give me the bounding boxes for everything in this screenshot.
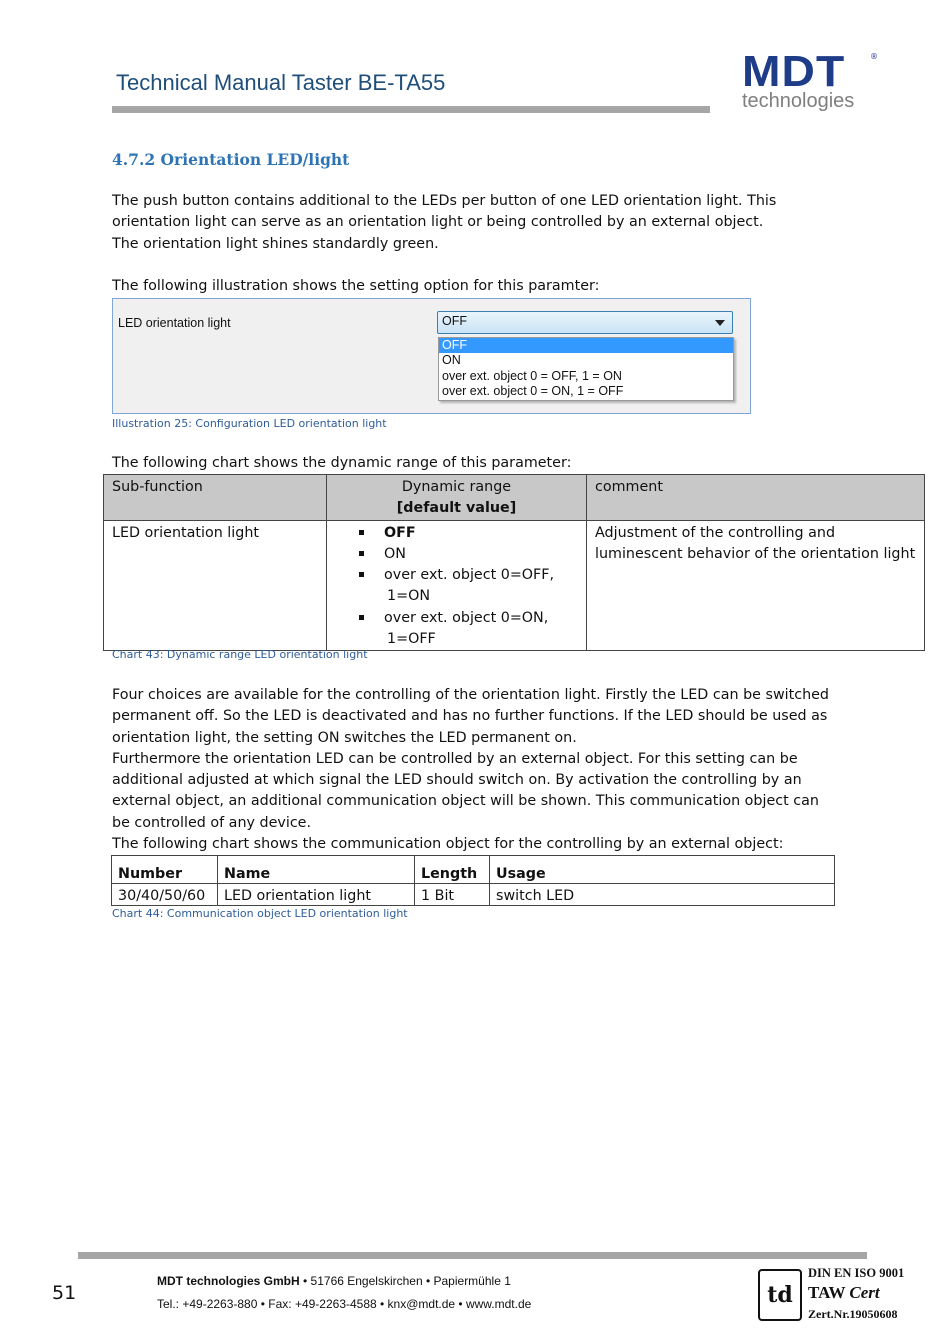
value-text: over ext. object 0=OFF, — [384, 567, 555, 584]
logo-subtitle: technologies — [742, 90, 855, 112]
text-line: orientation light, the setting ON switches the LED permanent on. — [112, 729, 577, 746]
page-number: 51 — [52, 1282, 77, 1304]
text-line: The orientation light shines standardly green. — [112, 235, 439, 252]
orientation-led-select[interactable] — [437, 311, 733, 334]
footer-rule — [78, 1252, 867, 1259]
text-line: external object, an additional communication object will be shown. This communication object can — [112, 793, 819, 810]
document-title: Technical Manual Taster BE-TA55 — [116, 70, 446, 95]
table1-caption: Chart 43: Dynamic range LED orientation light — [112, 648, 368, 661]
text-line: luminescent behavior of the orientation light — [595, 545, 916, 562]
dropdown-option[interactable]: over ext. object 0 = ON, 1 = OFF — [442, 384, 624, 398]
text-line: The push button contains additional to the LEDs per button of one LED orientation light. This — [112, 193, 777, 209]
list-item — [327, 523, 578, 544]
value-text: OFF — [384, 524, 416, 541]
cert-taw — [808, 1283, 880, 1303]
company-name: MDT technologies GmbH — [157, 1274, 300, 1288]
certification-badge — [758, 1266, 913, 1326]
cert-number: Zert.Nr.19050608 — [808, 1307, 898, 1321]
header-rule — [112, 106, 710, 113]
table-row — [112, 884, 835, 906]
address-text: • 51766 Engelskirchen • Papiermühle 1 — [303, 1274, 511, 1288]
section-heading: 4.7.2 Orientation LED/light — [112, 150, 350, 169]
text-line: be controlled of any device. — [112, 814, 312, 831]
explanation-paragraph — [112, 685, 829, 855]
header-default-value: [default value] — [396, 500, 517, 517]
cell-length: 1 Bit — [415, 884, 490, 906]
header-subfunction: Sub-function — [104, 475, 327, 521]
parameter-label: LED orientation light — [118, 316, 231, 330]
dropdown-option[interactable]: OFF — [439, 338, 733, 353]
header-number: Number — [112, 856, 218, 884]
value-text-cont: 1=OFF — [387, 631, 436, 648]
text-line: permanent off. So the LED is deactivated and has no further functions. If the LED should be used as — [112, 708, 828, 725]
value-text: over ext. object 0=ON, — [384, 609, 549, 626]
header-text: Dynamic range — [401, 479, 512, 495]
list-item — [327, 565, 578, 608]
taw-cert-icon: td — [758, 1269, 802, 1321]
header-name: Name — [218, 856, 415, 884]
intro-paragraph — [112, 191, 776, 255]
header-dynamic-range — [327, 475, 587, 521]
chevron-down-icon[interactable] — [715, 320, 725, 326]
table2-caption: Chart 44: Communication object LED orientation light — [112, 907, 408, 920]
cell-comment — [587, 520, 925, 651]
cert-taw-a: TAW — [808, 1283, 846, 1302]
mdt-logo — [742, 47, 882, 122]
table1-lead: The following chart shows the dynamic range of this parameter: — [112, 455, 572, 471]
value-text: ON — [384, 545, 406, 562]
cell-name: LED orientation light — [218, 884, 415, 906]
cell-usage: switch LED — [490, 884, 835, 906]
dynamic-range-table — [103, 474, 925, 651]
table-header-row — [112, 856, 835, 884]
header-length: Length — [415, 856, 490, 884]
cell-number: 30/40/50/60 — [112, 884, 218, 906]
illustration-lead: The following illustration shows the setting option for this paramter: — [112, 278, 600, 294]
cell-dynamic-range — [327, 520, 587, 651]
parameter-illustration — [112, 298, 751, 414]
dropdown-option[interactable]: over ext. object 0 = OFF, 1 = ON — [442, 369, 622, 383]
dropdown-list — [438, 337, 734, 401]
text-line: The following chart shows the communication object for the controlling by an external object: — [112, 836, 784, 853]
text-line: Adjustment of the controlling and — [595, 524, 836, 541]
footer-address — [157, 1274, 511, 1288]
footer-contact: Tel.: +49-2263-880 • Fax: +49-2263-4588 • knx@mdt.de • www.mdt.de — [157, 1297, 532, 1311]
text-line: additional adjusted at which signal the LED should switch on. By activation the controlling by an — [112, 772, 802, 789]
list-item — [327, 608, 578, 651]
value-text-cont: 1=ON — [387, 588, 431, 605]
logo-mark: MDT — [742, 47, 846, 96]
list-item — [327, 544, 578, 565]
illustration-caption: Illustration 25: Configuration LED orientation light — [112, 417, 387, 430]
cell-subfunction: LED orientation light — [104, 520, 327, 651]
header-usage: Usage — [490, 856, 835, 884]
dropdown-option[interactable]: ON — [442, 353, 461, 367]
table-row — [104, 520, 925, 651]
registered-mark: ® — [870, 52, 878, 61]
cert-iso: DIN EN ISO 9001 — [808, 1266, 905, 1280]
text-line: orientation light can serve as an orientation light or being controlled by an external object. — [112, 214, 764, 231]
text-line: Furthermore the orientation LED can be controlled by an external object. For this setting can be — [112, 750, 798, 767]
header-comment: comment — [587, 475, 925, 521]
communication-object-table — [111, 855, 835, 906]
select-value: OFF — [442, 314, 467, 328]
cert-taw-b: Cert — [849, 1283, 880, 1302]
text-line: Four choices are available for the controlling of the orientation light. Firstly the LED can be switched — [112, 687, 830, 703]
table-header-row — [104, 475, 925, 521]
